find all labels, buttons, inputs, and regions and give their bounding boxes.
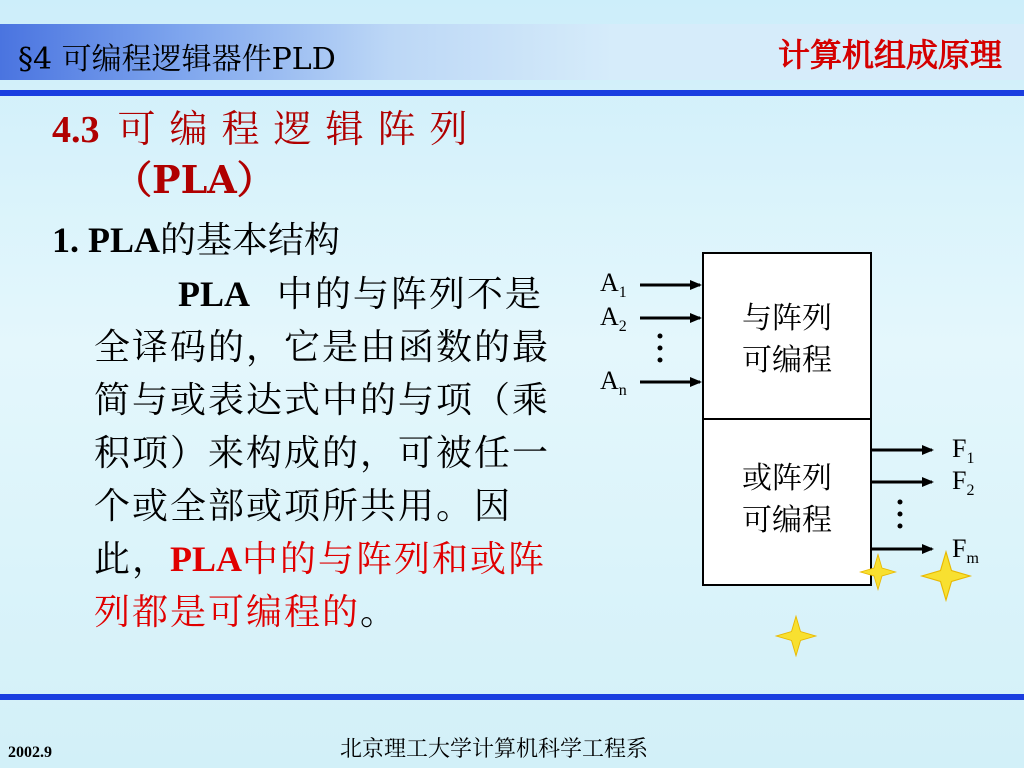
subsection-label: 1. PLA bbox=[52, 220, 160, 260]
input-label-n: $A_n$ bbox=[600, 366, 627, 400]
and-array-line1: 与阵列 bbox=[742, 301, 832, 336]
emphasis-body: 中的与阵列和或阵列都是可编程的 bbox=[94, 539, 547, 633]
chapter-title: §4 可编程逻辑器件PLD bbox=[18, 42, 336, 77]
subsection-title: 的基本结构 bbox=[160, 220, 341, 261]
input-label-1: $A_1$ bbox=[600, 268, 627, 302]
star-decoration-1 bbox=[860, 554, 895, 589]
input-label-2: $A_2$ bbox=[600, 302, 627, 336]
output-label-2: $F_2$ bbox=[952, 466, 975, 500]
or-array-line2: 可编程 bbox=[742, 503, 832, 538]
section-heading-subtitle: （PLA） bbox=[114, 157, 275, 202]
section-heading-title: 可编程逻辑阵列 bbox=[117, 107, 482, 151]
output-label-m: $F_m$ bbox=[952, 534, 979, 568]
output-label-1: $F_1$ bbox=[952, 434, 975, 468]
emphasis-pla-term: PLA bbox=[170, 539, 243, 579]
star-decoration-3 bbox=[776, 616, 816, 656]
course-title: 计算机组成原理 bbox=[777, 36, 1002, 74]
para-text: 中的与阵列不是全译码的，它是由函数的最简与或表达式中的与项（乘积项）来构成的，可被任一个或全部或项所共用。因此， bbox=[94, 274, 551, 580]
footer-department: 北京理工大学计算机科学工程系 bbox=[340, 737, 649, 762]
or-array-line1: 或阵列 bbox=[742, 461, 832, 496]
section-number: 4.3 bbox=[52, 109, 100, 151]
footer-date: 2002.9 bbox=[8, 744, 52, 761]
bottom-divider bbox=[0, 694, 1024, 700]
and-array-line2: 可编程 bbox=[742, 343, 832, 378]
para-pla-term: PLA bbox=[178, 274, 250, 314]
para-end: 。 bbox=[360, 592, 399, 633]
